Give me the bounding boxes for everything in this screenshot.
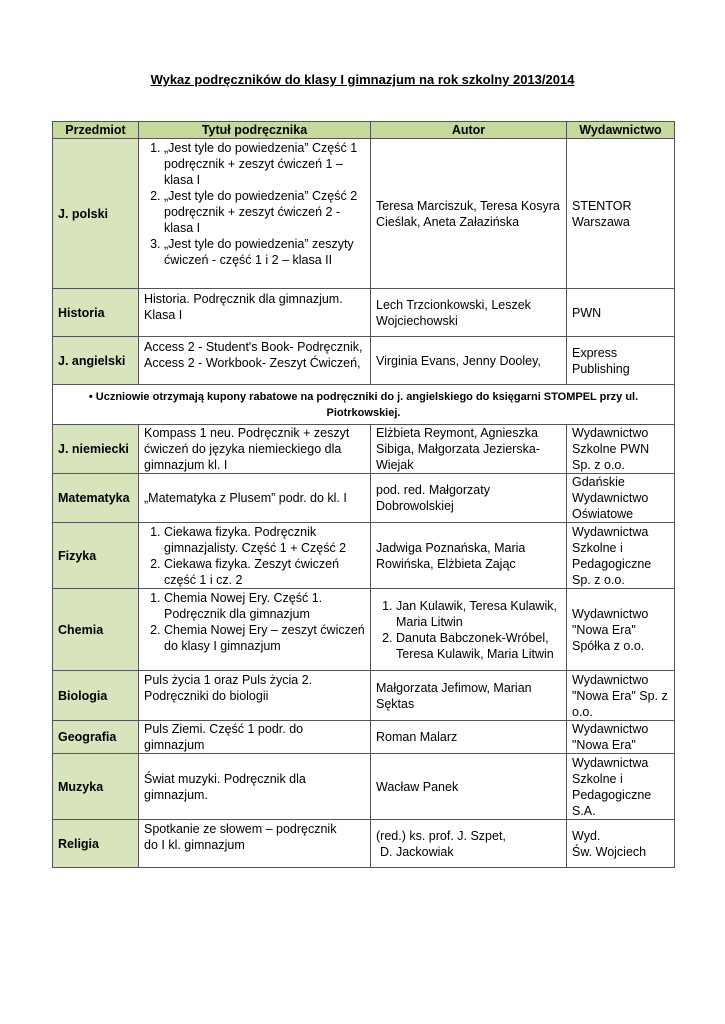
title-item: 2. Ciekawa fizyka. Zeszyt ćwiczeń część 1 i cz. 2 <box>164 556 365 588</box>
table-row <box>53 820 675 868</box>
title-cell: Access 2 - Student's Book- Podręcznik, Access 2 - Workbook- Zeszyt Ćwiczeń, <box>139 337 371 385</box>
publisher-cell <box>567 820 675 868</box>
author-item: 2. Danuta Babczonek-Wróbel, Teresa Kulawik, Maria Litwin <box>396 630 561 662</box>
title-cell: „Matematyka z Plusem” podr. do kl. I <box>139 474 371 523</box>
title-line: do I kl. gimnazjum <box>144 838 245 852</box>
table-row <box>53 671 675 721</box>
subject-cell: J. angielski <box>53 337 139 385</box>
publisher-line: Św. Wojciech <box>572 844 647 859</box>
notice-cell <box>53 385 675 425</box>
publisher-cell: PWN <box>567 289 675 337</box>
author-cell: Roman Malarz <box>371 721 567 754</box>
bullet-icon: • <box>88 390 93 403</box>
author-cell: Wacław Panek <box>371 754 567 820</box>
header-publisher: Wydawnictwo <box>567 122 675 139</box>
page-title: Wykaz podręczników do klasy I gimnazjum na rok szkolny 2013/2014 <box>150 72 575 87</box>
author-line: (red.) ks. prof. J. Szpet, <box>376 828 506 843</box>
table-header-row <box>53 122 675 139</box>
author-cell: pod. red. Małgorzaty Dobrowolskiej <box>371 474 567 523</box>
author-cell <box>371 820 567 868</box>
author-line: D. Jackowiak <box>380 844 454 859</box>
author-cell: Małgorzata Jefimow, Marian Sęktas <box>371 671 567 721</box>
publisher-line: Wyd. <box>572 828 601 843</box>
publisher-cell: Wydawnictwo "Nowa Era" Sp. z o.o. <box>567 671 675 721</box>
title-item: 1. „Jest tyle do powiedzenia” Część 1 podręcznik + zeszyt ćwiczeń 1 – klasa I <box>164 140 365 188</box>
subject-cell: Geografia <box>53 721 139 754</box>
subject-cell: Fizyka <box>53 523 139 589</box>
publisher-cell: Wydawnictwa Szkolne i Pedagogiczne Sp. z o.o. <box>567 523 675 589</box>
title-item: 3. „Jest tyle do powiedzenia” zeszyty ćwiczeń - część 1 i 2 – klasa II <box>164 236 365 268</box>
title-item: 1. Ciekawa fizyka. Podręcznik gimnazjalisty. Część 1 + Część 2 <box>164 524 365 556</box>
table-row <box>53 474 675 523</box>
author-cell <box>371 589 567 671</box>
header-subject: Przedmiot <box>53 122 139 139</box>
publisher-cell: STENTOR Warszawa <box>567 139 675 289</box>
header-title: Tytuł podręcznika <box>139 122 371 139</box>
subject-cell: Matematyka <box>53 474 139 523</box>
title-cell <box>139 139 371 289</box>
table-row <box>53 523 675 589</box>
title-item: 1. Chemia Nowej Ery. Część 1. Podręcznik dla gimnazjum <box>164 590 365 622</box>
author-item: 1. Jan Kulawik, Teresa Kulawik, Maria Litwin <box>396 598 561 630</box>
subject-cell: Historia <box>53 289 139 337</box>
table-row <box>53 589 675 671</box>
publisher-cell: Gdańskie Wydawnictwo Oświatowe <box>567 474 675 523</box>
title-cell <box>139 589 371 671</box>
subject-cell: J. niemiecki <box>53 425 139 474</box>
subject-cell: J. polski <box>53 139 139 289</box>
table-row <box>53 721 675 754</box>
table-row <box>53 754 675 820</box>
publisher-cell: Express Publishing <box>567 337 675 385</box>
author-cell: Jadwiga Poznańska, Maria Rowińska, Elżbieta Zając <box>371 523 567 589</box>
title-item: 2. Chemia Nowej Ery – zeszyt ćwiczeń do klasy I gimnazjum <box>164 622 365 654</box>
publisher-cell: Wydawnictwo "Nowa Era" <box>567 721 675 754</box>
table-row <box>53 337 675 385</box>
table-row <box>53 139 675 289</box>
title-cell: Kompass 1 neu. Podręcznik + zeszyt ćwiczeń do języka niemieckiego dla gimnazjum kl. I <box>139 425 371 474</box>
title-cell: Puls życia 1 oraz Puls życia 2. Podręczniki do biologii <box>139 671 371 721</box>
header-author: Autor <box>371 122 567 139</box>
title-cell: Świat muzyki. Podręcznik dla gimnazjum. <box>139 754 371 820</box>
author-cell: Teresa Marciszuk, Teresa Kosyra Cieślak, Aneta Załazińska <box>371 139 567 289</box>
notice-row <box>53 385 675 425</box>
subject-cell: Chemia <box>53 589 139 671</box>
title-line: Spotkanie ze słowem – podręcznik <box>144 822 337 836</box>
title-cell: Historia. Podręcznik dla gimnazjum. Klasa I <box>139 289 371 337</box>
title-cell: Puls Ziemi. Część 1 podr. do gimnazjum <box>139 721 371 754</box>
title-cell <box>139 523 371 589</box>
subject-cell: Muzyka <box>53 754 139 820</box>
title-cell <box>139 820 371 868</box>
author-cell: Virginia Evans, Jenny Dooley, <box>371 337 567 385</box>
publisher-cell: Wydawnictwo Szkolne PWN Sp. z o.o. <box>567 425 675 474</box>
notice-text: Uczniowie otrzymają kupony rabatowe na podręczniki do j. angielskiego do księgarni STOMPEL przy ul. Piotrkowskiej. <box>95 390 639 419</box>
publisher-cell: Wydawnictwo "Nowa Era" Spółka z o.o. <box>567 589 675 671</box>
subject-cell: Religia <box>53 820 139 868</box>
subject-cell: Biologia <box>53 671 139 721</box>
publisher-cell: Wydawnictwa Szkolne i Pedagogiczne S.A. <box>567 754 675 820</box>
textbook-table <box>52 121 675 868</box>
author-cell: Lech Trzcionkowski, Leszek Wojciechowski <box>371 289 567 337</box>
title-item: 2. „Jest tyle do powiedzenia” Część 2 podręcznik + zeszyt ćwiczeń 2 - klasa I <box>164 188 365 236</box>
table-row <box>53 289 675 337</box>
table-row <box>53 425 675 474</box>
author-cell: Elżbieta Reymont, Agnieszka Sibiga, Małgorzata Jezierska-Wiejak <box>371 425 567 474</box>
